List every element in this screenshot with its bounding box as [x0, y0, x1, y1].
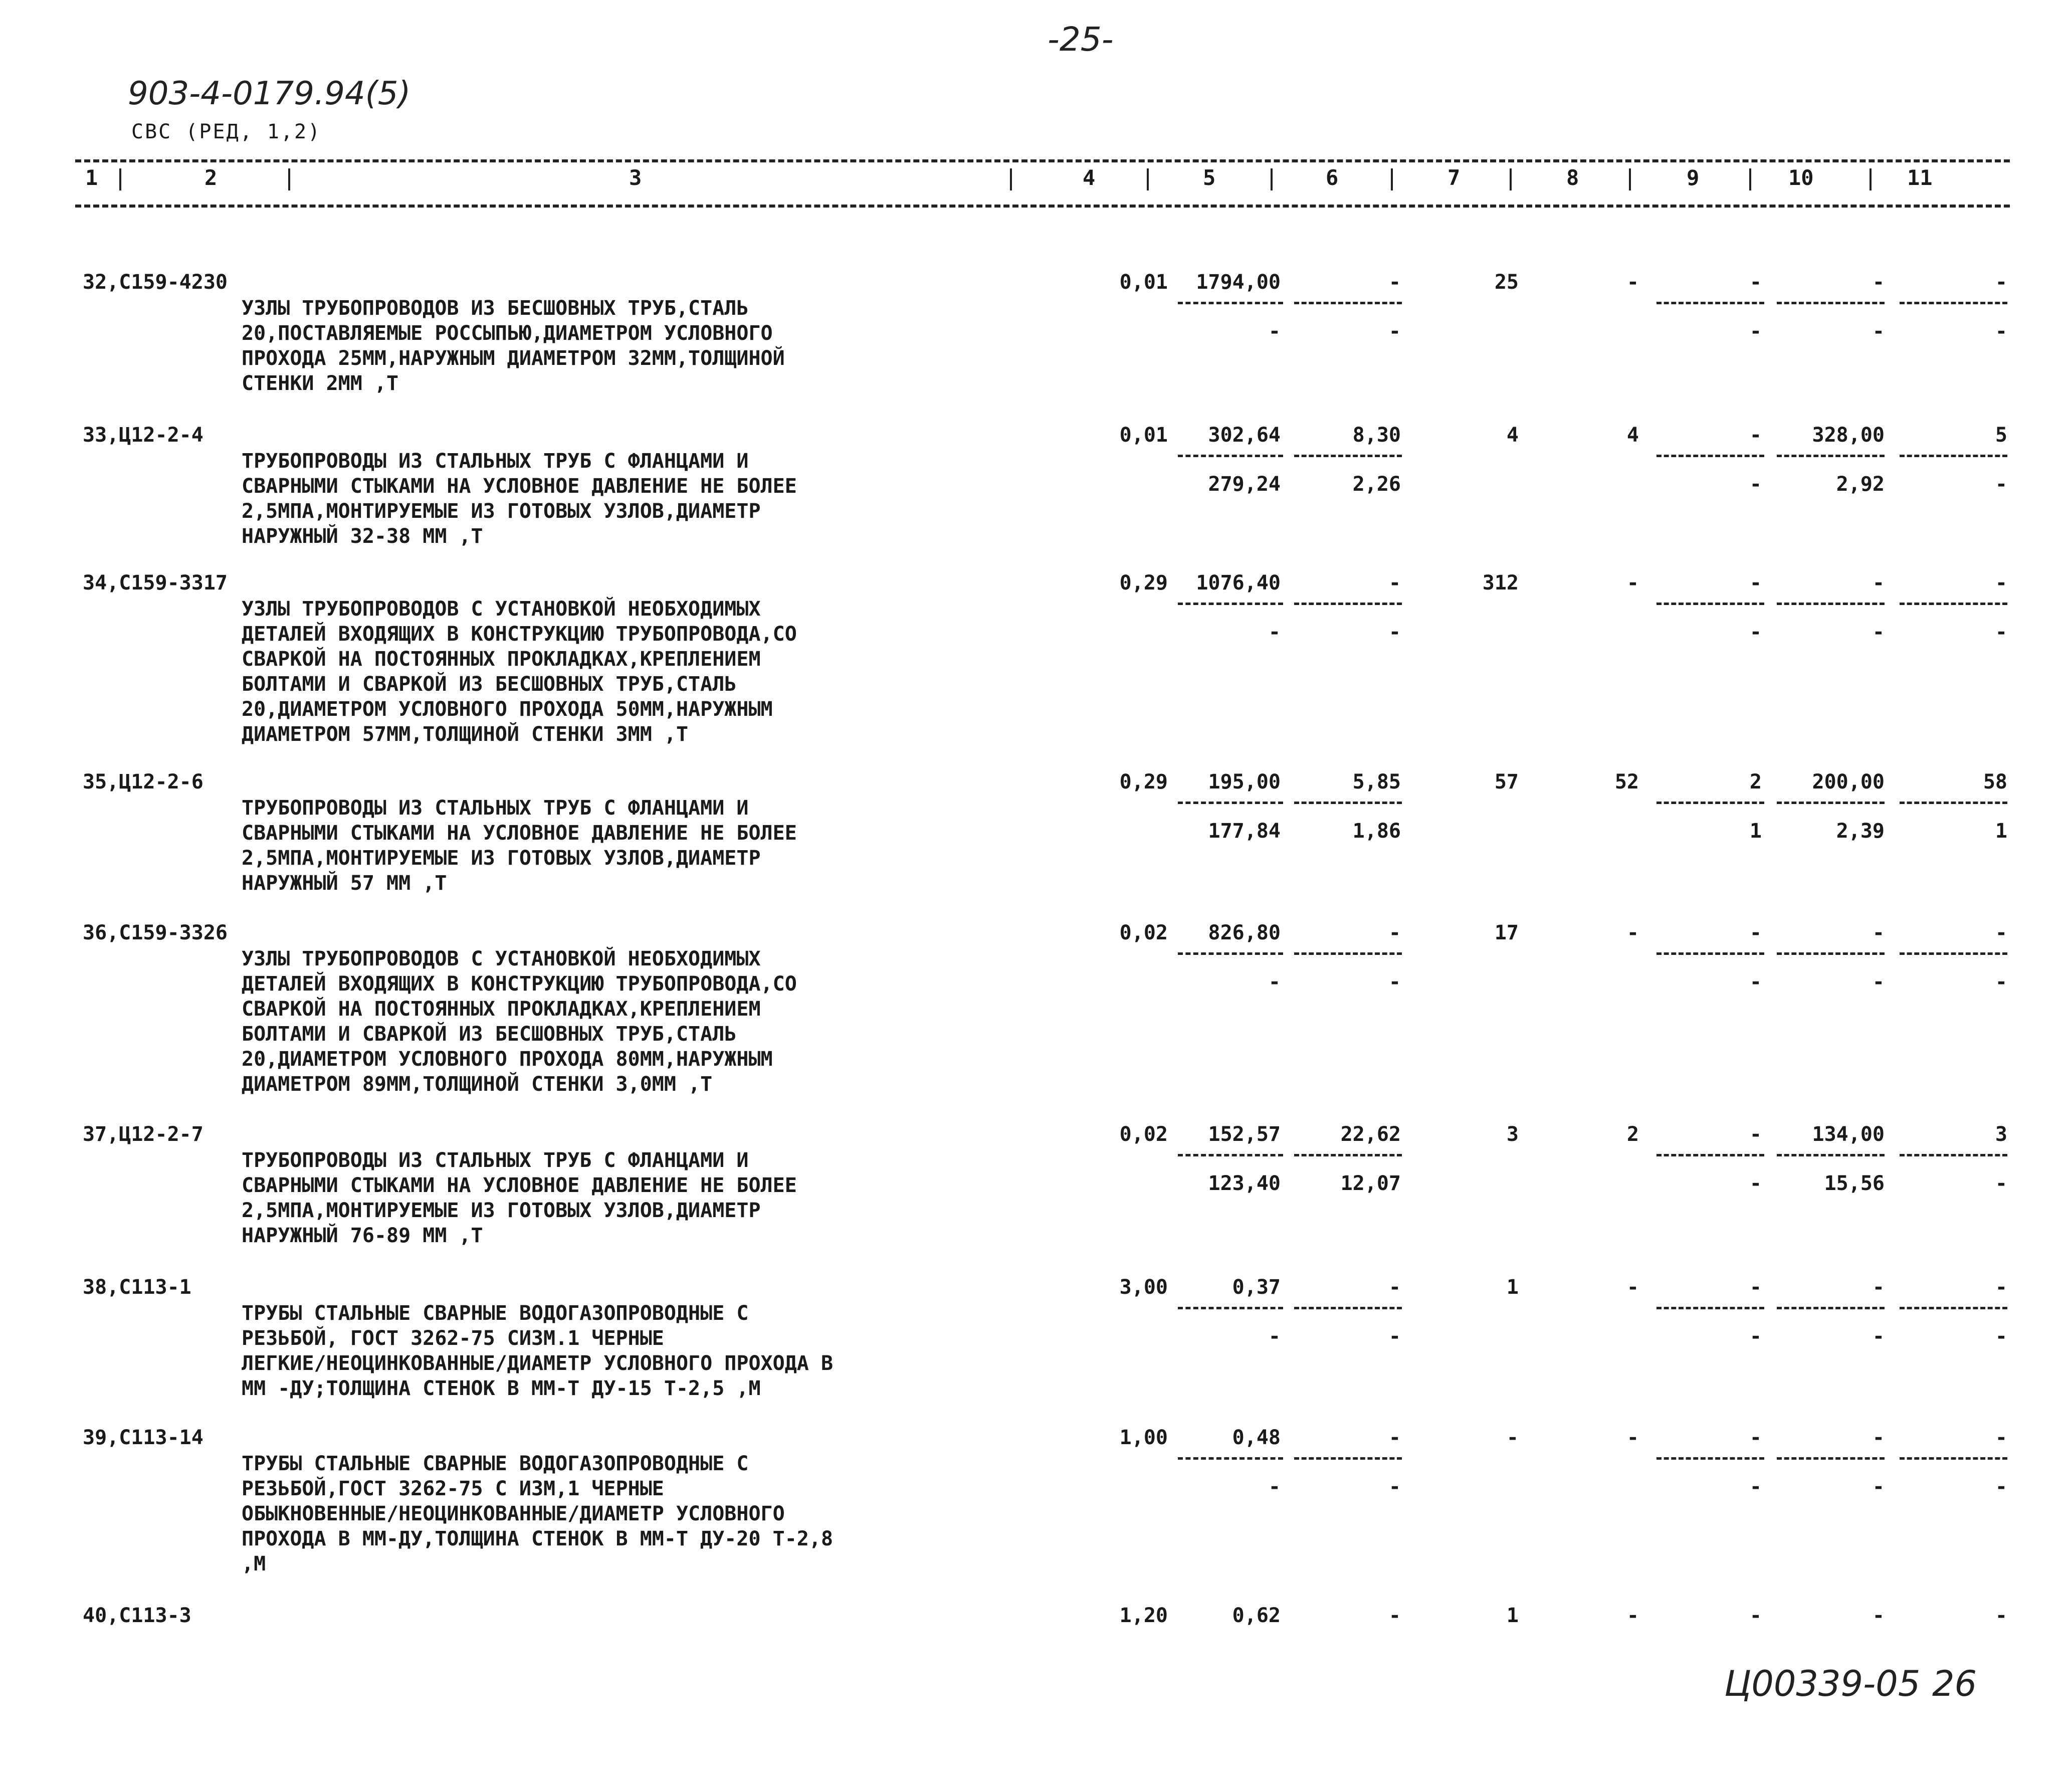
cell-col5: 152,57 [1208, 1123, 1281, 1146]
cell-col5-lower: 123,40 [1208, 1172, 1281, 1195]
cell-col4: 0,01 [1119, 424, 1168, 447]
cell-col5-lower: - [1268, 1325, 1281, 1348]
sheet-code: Ц00339-05 [1724, 1663, 1921, 1704]
fraction-line [1900, 302, 2007, 304]
table-row [0, 770, 2072, 911]
cell-col4: 0,01 [1119, 271, 1168, 294]
cell-col4: 0,29 [1119, 770, 1168, 794]
cell-col9: - [1749, 271, 1762, 294]
cell-col9: - [1749, 1604, 1762, 1627]
cell-col11: 5 [1995, 424, 2007, 447]
cell-col6-lower: 12,07 [1340, 1172, 1401, 1195]
cell-col6: 5,85 [1352, 770, 1401, 794]
fraction-line [1900, 1457, 2007, 1460]
cell-col9-lower: - [1749, 1172, 1762, 1195]
fraction-line [1656, 455, 1764, 457]
fraction-line [1656, 952, 1764, 955]
fraction-line [1656, 1307, 1764, 1309]
row-description: УЗЛЫ ТРУБОПРОВОДОВ С УСТАНОВКОЙ НЕОБХОДИМЫХ ДЕТАЛЕЙ ВХОДЯЩИХ В КОНСТРУКЦИЮ ТРУБОПРОВОДА,СО СВАРКОЙ НА ПОСТОЯННЫХ ПРОКЛАДКАХ,КРЕПЛЕНИЕМ БОЛТАМИ И СВАРКОЙ ИЗ БЕСШОВНЫХ ТРУБ,СТАЛЬ 20,ДИАМЕТРОМ УСЛОВНОГО ПРОХОДА 50ММ,НАРУЖНЫМ ДИАМЕТРОМ 57ММ,ТОЛЩИНОЙ СТЕНКИ 3ММ ,Т [242, 598, 797, 746]
cell-col11: - [1995, 1276, 2007, 1299]
cell-col7: - [1506, 1426, 1519, 1449]
cell-col5: 0,48 [1232, 1426, 1281, 1449]
cell-col5-lower: - [1268, 320, 1281, 343]
fraction-line [1656, 603, 1764, 605]
cell-col7: 57 [1494, 770, 1519, 794]
fraction-line [1900, 952, 2007, 955]
cell-col9: - [1749, 1426, 1762, 1449]
fraction-line [1656, 802, 1764, 804]
cell-col7: 312 [1482, 571, 1519, 595]
cell-col11: 3 [1995, 1123, 2007, 1146]
row-code: 35,Ц12-2-6 [83, 770, 203, 794]
row-description: ТРУБЫ СТАЛЬНЫЕ СВАРНЫЕ ВОДОГАЗОПРОВОДНЫЕ С РЕЗЬБОЙ,ГОСТ 3262-75 С ИЗМ,1 ЧЕРНЫЕ ОБЫКНОВЕННЫЕ/НЕОЦИНКОВАННЫЕ/ДИАМЕТР УСЛОВНОГО ПРОХОДА В ММ-ДУ,ТОЛЩИНА СТЕНОК В ММ-Т ДУ-20 Т-2,8 ,М [242, 1452, 834, 1575]
cell-col9: - [1749, 1276, 1762, 1299]
row-description: УЗЛЫ ТРУБОПРОВОДОВ С УСТАНОВКОЙ НЕОБХОДИМЫХ ДЕТАЛЕЙ ВХОДЯЩИХ В КОНСТРУКЦИЮ ТРУБОПРОВОДА,СО СВАРКОЙ НА ПОСТОЯННЫХ ПРОКЛАДКАХ,КРЕПЛЕНИЕМ БОЛТАМИ И СВАРКОЙ ИЗ БЕСШОВНЫХ ТРУБ,СТАЛЬ 20,ДИАМЕТРОМ УСЛОВНОГО ПРОХОДА 80ММ,НАРУЖНЫМ ДИАМЕТРОМ 89ММ,ТОЛЩИНОЙ СТЕНКИ 3,0ММ ,Т [242, 947, 797, 1096]
cell-col9: - [1749, 1123, 1762, 1146]
column-header-1: 1 [85, 165, 98, 190]
cell-col11-lower: 1 [1995, 820, 2007, 843]
cell-col4: 3,00 [1119, 1276, 1168, 1299]
cell-col5-lower: - [1268, 970, 1281, 994]
row-code: 33,Ц12-2-4 [83, 424, 203, 447]
row-code: 40,С113-3 [83, 1604, 191, 1627]
cell-col11-lower: - [1995, 1325, 2007, 1348]
cell-col7: 4 [1506, 424, 1519, 447]
cell-col10-lower: 15,56 [1824, 1172, 1885, 1195]
cell-col11: 58 [1983, 770, 2007, 794]
cell-col11-lower: - [1995, 320, 2007, 343]
cell-col6-lower: 2,26 [1352, 473, 1401, 496]
fraction-line [1294, 1307, 1402, 1309]
cell-col6-lower: 1,86 [1352, 820, 1401, 843]
cell-col11-lower: - [1995, 1475, 2007, 1498]
cell-col5: 302,64 [1208, 424, 1281, 447]
document-code: 903-4-0179.94(5) [128, 75, 411, 112]
cell-col7: 25 [1494, 271, 1519, 294]
fraction-line [1900, 455, 2007, 457]
fraction-line [1178, 1154, 1283, 1156]
row-code: 38,С113-1 [83, 1276, 191, 1299]
row-code: 36,С159-3326 [83, 921, 228, 944]
cell-col8: - [1626, 1276, 1639, 1299]
fraction-line [1777, 952, 1885, 955]
fraction-line [1294, 1154, 1402, 1156]
cell-col10: 200,00 [1812, 770, 1885, 794]
cell-col4: 1,20 [1119, 1604, 1168, 1627]
cell-col7: 17 [1494, 921, 1519, 944]
cell-col10-lower: 2,39 [1836, 820, 1885, 843]
cell-col6: 8,30 [1352, 424, 1401, 447]
fraction-line [1178, 455, 1283, 457]
row-code: 37,Ц12-2-7 [83, 1123, 203, 1146]
row-code: 32,С159-4230 [83, 271, 228, 294]
cell-col8: 2 [1626, 1123, 1639, 1146]
fraction-line [1900, 1307, 2007, 1309]
fraction-line [1900, 603, 2007, 605]
cell-col5-lower: 177,84 [1208, 820, 1281, 843]
cell-col5: 1794,00 [1196, 271, 1281, 294]
cell-col6-lower: - [1388, 970, 1401, 994]
cell-col8: - [1626, 1604, 1639, 1627]
table-row [0, 424, 2072, 564]
cell-col5: 826,80 [1208, 921, 1281, 944]
fraction-line [1178, 952, 1283, 955]
cell-col5: 0,62 [1232, 1604, 1281, 1627]
cell-col8: 4 [1626, 424, 1639, 447]
table-row [0, 921, 2072, 1096]
fraction-line [1294, 802, 1402, 804]
cell-col8: - [1626, 271, 1639, 294]
table-row [0, 1426, 2072, 1575]
cell-col10: 134,00 [1812, 1123, 1885, 1146]
cell-col9: - [1749, 921, 1762, 944]
column-header-9: 9 [1687, 165, 1700, 190]
row-description: ТРУБОПРОВОДЫ ИЗ СТАЛЬНЫХ ТРУБ С ФЛАНЦАМИ И СВАРНЫМИ СТЫКАМИ НА УСЛОВНОЕ ДАВЛЕНИЕ НЕ БОЛЕЕ 2,5МПА,МОНТИРУЕМЫЕ ИЗ ГОТОВЫХ УЗЛОВ,ДИАМЕТР НАРУЖНЫЙ 57 ММ ,Т [242, 797, 797, 895]
cell-col11-lower: - [1995, 970, 2007, 994]
fraction-line [1656, 1457, 1764, 1460]
cell-col6: - [1388, 921, 1401, 944]
column-header-7: 7 [1447, 165, 1461, 190]
cell-col6: - [1388, 1426, 1401, 1449]
cell-col9: - [1749, 424, 1762, 447]
cell-col6: - [1388, 271, 1401, 294]
cell-col11: - [1995, 571, 2007, 595]
cell-col10-lower: 2,92 [1836, 473, 1885, 496]
table-row [0, 571, 2072, 746]
cell-col10: - [1872, 1276, 1885, 1299]
fraction-line [1178, 802, 1283, 804]
column-header-2: 2 [204, 165, 218, 190]
cell-col10: - [1872, 271, 1885, 294]
row-description: ТРУБЫ СТАЛЬНЫЕ СВАРНЫЕ ВОДОГАЗОПРОВОДНЫЕ С РЕЗЬБОЙ, ГОСТ 3262-75 СИЗМ.1 ЧЕРНЫЕ ЛЕГКИЕ/НЕОЦИНКОВАННЫЕ/ДИАМЕТР УСЛОВНОГО ПРОХОДА В ММ -ДУ;ТОЛЩИНА СТЕНОК В ММ-Т ДУ-15 Т-2,5 ,М [242, 1302, 834, 1400]
page-number: -25- [1048, 20, 1114, 59]
cell-col6: - [1388, 1604, 1401, 1627]
cell-col4: 1,00 [1119, 1426, 1168, 1449]
cell-col9-lower: - [1749, 970, 1762, 994]
cell-col6: - [1388, 1276, 1401, 1299]
cell-col9-lower: 1 [1749, 820, 1762, 843]
cell-col6: 22,62 [1340, 1123, 1401, 1146]
cell-col6: - [1388, 571, 1401, 595]
cell-col5-lower: - [1268, 621, 1281, 644]
cell-col10: - [1872, 1426, 1885, 1449]
column-header-8: 8 [1566, 165, 1579, 190]
fraction-line [1900, 1154, 2007, 1156]
cell-col8: 52 [1614, 770, 1639, 794]
cell-col5: 0,37 [1232, 1276, 1281, 1299]
cell-col9: 2 [1749, 770, 1762, 794]
cell-col9-lower: - [1749, 1325, 1762, 1348]
fraction-line [1656, 1154, 1764, 1156]
cell-col5: 1076,40 [1196, 571, 1281, 595]
table-row [0, 1123, 2072, 1263]
cell-col6-lower: - [1388, 621, 1401, 644]
cell-col10-lower: - [1872, 621, 1885, 644]
cell-col6-lower: - [1388, 1475, 1401, 1498]
document-subtitle: СВС (РЕД, 1,2) [131, 120, 322, 143]
cell-col6-lower: - [1388, 1325, 1401, 1348]
fraction-line [1656, 302, 1764, 304]
column-header-5: 5 [1203, 165, 1216, 190]
cell-col4: 0,02 [1119, 1123, 1168, 1146]
table-row [0, 1276, 2072, 1416]
table-row [0, 271, 2072, 411]
fraction-line [1294, 952, 1402, 955]
fraction-line [1294, 302, 1402, 304]
row-description: УЗЛЫ ТРУБОПРОВОДОВ ИЗ БЕСШОВНЫХ ТРУБ,СТАЛЬ 20,ПОСТАВЛЯЕМЫЕ РОССЫПЬЮ,ДИАМЕТРОМ УСЛОВНОГО ПРОХОДА 25ММ,НАРУЖНЫМ ДИАМЕТРОМ 32ММ,ТОЛЩИНОЙ СТЕНКИ 2ММ ,Т [242, 297, 785, 395]
cell-col5-lower: - [1268, 1475, 1281, 1498]
cell-col11-lower: - [1995, 473, 2007, 496]
cell-col6-lower: - [1388, 320, 1401, 343]
fraction-line [1294, 603, 1402, 605]
fraction-line [1178, 1457, 1283, 1460]
cell-col7: 3 [1506, 1123, 1519, 1146]
row-code: 39,С113-14 [83, 1426, 203, 1449]
cell-col8: - [1626, 1426, 1639, 1449]
fraction-line [1178, 603, 1283, 605]
cell-col4: 0,02 [1119, 921, 1168, 944]
fraction-line [1777, 1154, 1885, 1156]
cell-col8: - [1626, 921, 1639, 944]
cell-col10-lower: - [1872, 1325, 1885, 1348]
fraction-line [1178, 302, 1283, 304]
fraction-line [1777, 802, 1885, 804]
cell-col10-lower: - [1872, 970, 1885, 994]
fraction-line [1777, 455, 1885, 457]
fraction-line [1777, 1457, 1885, 1460]
cell-col7: 1 [1506, 1604, 1519, 1627]
cell-col5-lower: 279,24 [1208, 473, 1281, 496]
cell-col11: - [1995, 1604, 2007, 1627]
fraction-line [1178, 1307, 1283, 1309]
cell-col11: - [1995, 271, 2007, 294]
fraction-line [1900, 802, 2007, 804]
sheet-number: 26 [1932, 1663, 1977, 1704]
cell-col10: - [1872, 1604, 1885, 1627]
cell-col10: 328,00 [1812, 424, 1885, 447]
column-header-6: 6 [1326, 165, 1339, 190]
fraction-line [1777, 1307, 1885, 1309]
cell-col10: - [1872, 571, 1885, 595]
row-description: ТРУБОПРОВОДЫ ИЗ СТАЛЬНЫХ ТРУБ С ФЛАНЦАМИ И СВАРНЫМИ СТЫКАМИ НА УСЛОВНОЕ ДАВЛЕНИЕ НЕ БОЛЕЕ 2,5МПА,МОНТИРУЕМЫЕ ИЗ ГОТОВЫХ УЗЛОВ,ДИАМЕТР НАРУЖНЫЙ 32-38 ММ ,Т [242, 450, 797, 548]
cell-col10-lower: - [1872, 320, 1885, 343]
fraction-line [1777, 302, 1885, 304]
column-header-10: 10 [1788, 165, 1814, 190]
fraction-line [1777, 603, 1885, 605]
cell-col11: - [1995, 921, 2007, 944]
cell-col10: - [1872, 921, 1885, 944]
cell-col9-lower: - [1749, 473, 1762, 496]
cell-col4: 0,29 [1119, 571, 1168, 595]
cell-col9-lower: - [1749, 621, 1762, 644]
fraction-line [1294, 455, 1402, 457]
cell-col11-lower: - [1995, 1172, 2007, 1195]
column-header-3: 3 [629, 165, 642, 190]
column-header-11: 11 [1907, 165, 1933, 190]
cell-col8: - [1626, 571, 1639, 595]
cell-col11: - [1995, 1426, 2007, 1449]
row-description: ТРУБОПРОВОДЫ ИЗ СТАЛЬНЫХ ТРУБ С ФЛАНЦАМИ И СВАРНЫМИ СТЫКАМИ НА УСЛОВНОЕ ДАВЛЕНИЕ НЕ БОЛЕЕ 2,5МПА,МОНТИРУЕМЫЕ ИЗ ГОТОВЫХ УЗЛОВ,ДИАМЕТР НАРУЖНЫЙ 76-89 ММ ,Т [242, 1149, 797, 1247]
cell-col9: - [1749, 571, 1762, 595]
cell-col7: 1 [1506, 1276, 1519, 1299]
cell-col9-lower: - [1749, 1475, 1762, 1498]
cell-col5: 195,00 [1208, 770, 1281, 794]
cell-col10-lower: - [1872, 1475, 1885, 1498]
row-code: 34,С159-3317 [83, 571, 228, 595]
cell-col9-lower: - [1749, 320, 1762, 343]
fraction-line [1294, 1457, 1402, 1460]
column-header-4: 4 [1083, 165, 1096, 190]
cell-col11-lower: - [1995, 621, 2007, 644]
